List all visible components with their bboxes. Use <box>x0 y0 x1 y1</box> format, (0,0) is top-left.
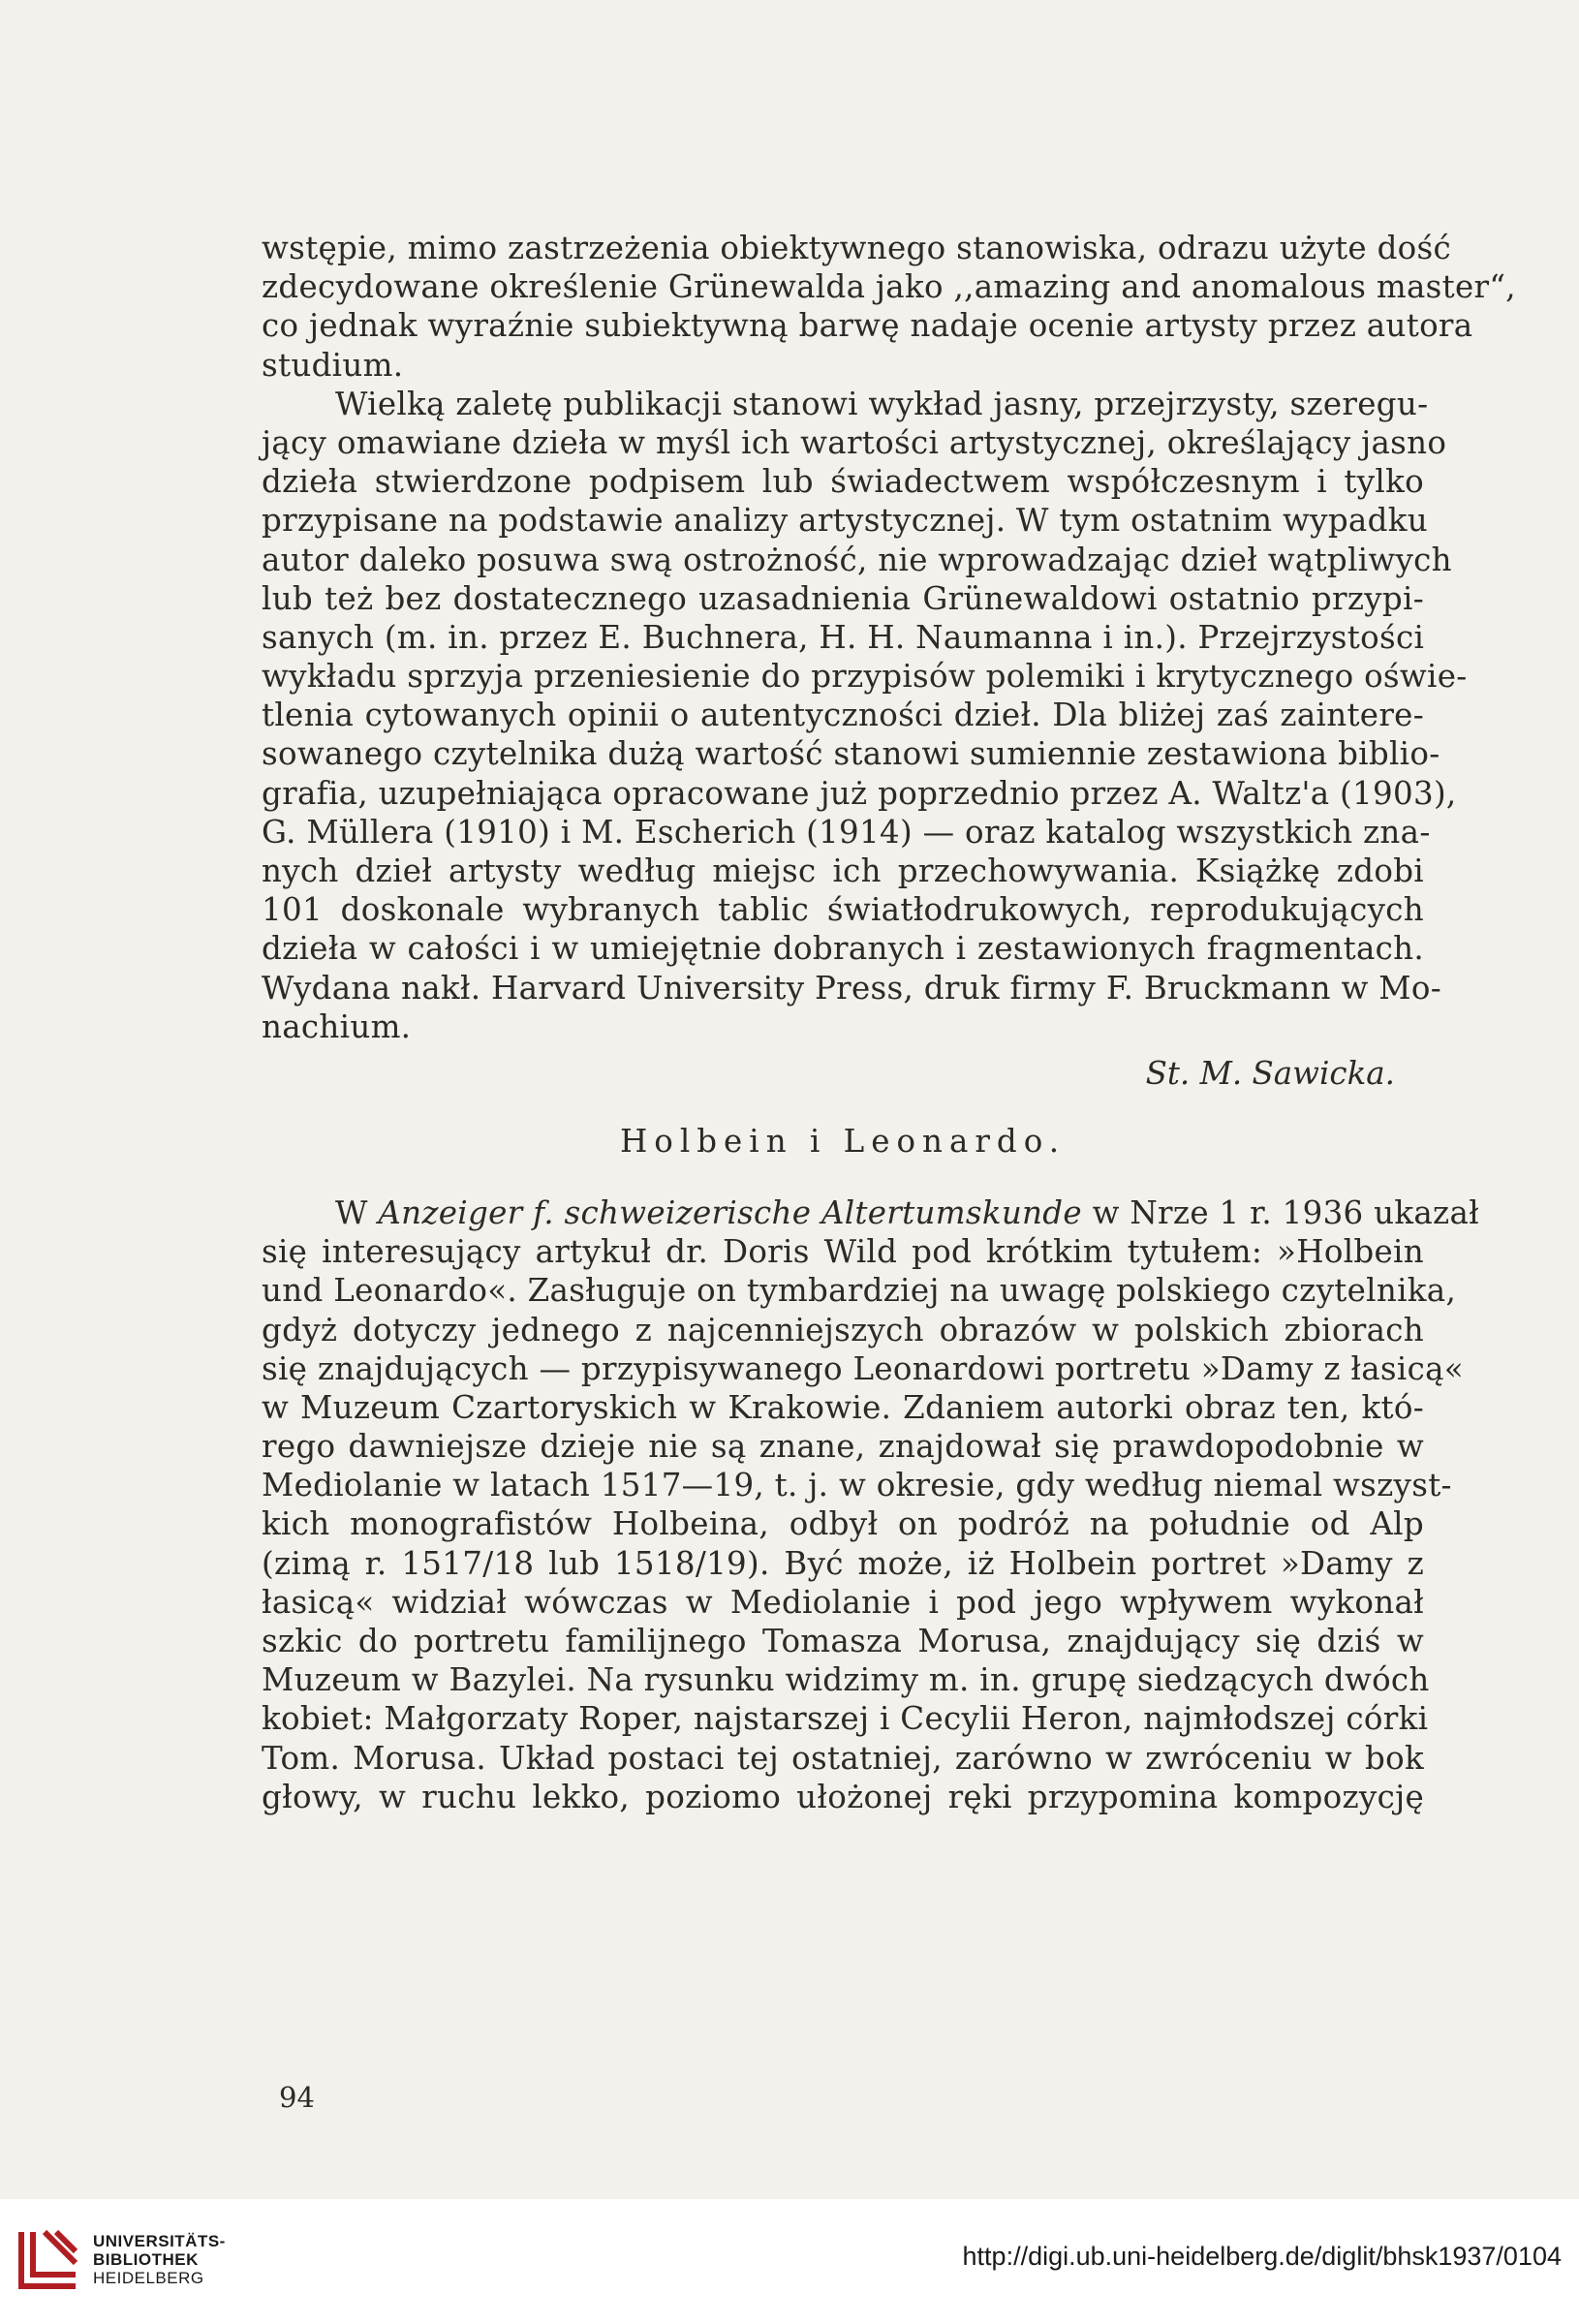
text-line: autor daleko posuwa swą ostrożność, nie wprowadzając dzieł wątpliwych <box>262 541 1452 578</box>
paragraph-review <box>262 385 1468 1046</box>
text-line: lub też bez dostatecznego uzasadnienia Grünewaldowi ostatnio przypi- <box>262 579 1424 617</box>
digitization-footer <box>0 2199 1579 2324</box>
text-line: jący omawiane dzieła w myśl ich wartości artystycznej, określający jasno <box>262 423 1447 461</box>
text-line: Wielką zaletę publikacji stanowi wykład jasny, przejrzysty, szeregu- <box>335 385 1429 422</box>
text-line: kich monografistów Holbeina, odbył on podróż na południe od Alp <box>262 1505 1424 1543</box>
text-line: studium. <box>262 346 404 384</box>
text-line: sanych (m. in. przez E. Buchnera, H. H. Naumanna i in.). Przejrzystości <box>262 618 1425 656</box>
text-line: dzieła stwierdzone podpisem lub świadectwem współczesnym i tylko <box>262 463 1424 501</box>
text-line: się interesujący artykuł dr. Doris Wild pod krótkim tytułem: »Holbein <box>262 1233 1424 1271</box>
author-signature: St. M. Sawicka. <box>1145 1054 1395 1092</box>
library-name-line: BIBLIOTHEK <box>93 2250 199 2269</box>
text-line: gdyż dotyczy jednego z najcenniejszych obrazów w polskich zbiorach <box>262 1311 1424 1348</box>
text-fragment: W <box>335 1193 379 1231</box>
section-title: Holbein i Leonardo. <box>619 1122 1067 1160</box>
text-line: 101 doskonale wybranych tablic światłodrukowych, reprodukujących <box>262 891 1424 929</box>
text-line: und Leonardo«. Zasługuje on tymbardziej na uwagę polskiego czytelnika, <box>262 1272 1457 1310</box>
text-line: kobiet: Małgorzaty Roper, najstarszej i Cecylii Heron, najmłodszej córki <box>262 1700 1429 1738</box>
text-line: szkic do portretu familijnego Tomasza Morusa, znajdujący się dziś w <box>262 1623 1424 1659</box>
permalink-url[interactable]: http://digi.ub.uni-heidelberg.de/diglit/bhsk1937/0104 <box>962 2242 1562 2271</box>
text-line: przypisane na podstawie analizy artystycznej. W tym ostatnim wypadku <box>262 502 1428 540</box>
text-line: łasicą« widział wówczas w Mediolanie i pod jego wpływem wykonał <box>262 1583 1424 1621</box>
text-line: G. Müllera (1910) i M. Escherich (1914) — oraz katalog wszystkich zna- <box>262 813 1431 851</box>
library-logo-icon <box>15 2226 83 2292</box>
library-name-line: UNIVERSITÄTS- <box>93 2232 226 2250</box>
text-line: nych dzieł artysty według miejsc ich przechowywania. Książkę zdobi <box>262 852 1424 889</box>
text-line: nachium. <box>262 1007 412 1045</box>
text-line: zdecydowane określenie Grünewalda jako ,,amazing and anomalous master“, <box>262 268 1516 306</box>
text-line: grafia, uzupełniająca opracowane już poprzednio przez A. Waltz'a (1903), <box>262 774 1457 812</box>
text-column <box>262 229 1516 1816</box>
paragraph-holbein <box>262 1193 1479 1816</box>
library-name-line: HEIDELBERG <box>93 2269 204 2287</box>
text-line: w Muzeum Czartoryskich w Krakowie. Zdaniem autorki obraz ten, któ- <box>262 1388 1424 1426</box>
text-line: co jednak wyraźnie subiektywną barwę nadaje ocenie artysty przez autora <box>262 307 1473 345</box>
page-number: 94 <box>279 2081 315 2114</box>
text-line: Muzeum w Bazylei. Na rysunku widzimy m. in. grupę siedzących dwóch <box>262 1661 1430 1699</box>
text-line-first <box>262 1193 1479 1232</box>
text-line: tlenia cytowanych opinii o autentyczności dzieł. Dla bliżej zaś zaintere- <box>262 697 1424 734</box>
text-line: wstępie, mimo zastrzeżenia obiektywnego stanowiska, odrazu użyte dość <box>262 230 1452 266</box>
journal-title: Anzeiger f. schweizerische Altertumskunde <box>378 1193 1082 1231</box>
text-line: Tom. Morusa. Układ postaci tej ostatniej, zarówno w zwróceniu w bok <box>262 1739 1424 1777</box>
text-line: głowy, w ruchu lekko, poziomo ułożonej ręki przypomina kompozycję <box>262 1778 1424 1815</box>
text-line: (zimą r. 1517/18 lub 1518/19). Być może, iż Holbein portret »Damy z <box>262 1544 1424 1582</box>
text-line: Wydana nakł. Harvard University Press, druk firmy F. Bruckmann w Mo- <box>262 969 1441 1007</box>
text-line: sowanego czytelnika dużą wartość stanowi sumiennie zestawiona biblio- <box>262 735 1440 773</box>
text-line: dzieła w całości i w umiejętnie dobranych i zestawionych fragmentach. <box>262 930 1424 968</box>
text-line: Mediolanie w latach 1517—19, t. j. w okresie, gdy według niemal wszyst- <box>262 1467 1452 1504</box>
text-line: rego dawniejsze dzieje nie są znane, znajdował się prawdopodobnie w <box>262 1428 1424 1466</box>
text-line: wykładu sprzyja przeniesienie do przypisów polemiki i krytycznego oświe- <box>262 658 1468 696</box>
paragraph-intro <box>262 229 1516 385</box>
library-name <box>93 2232 226 2287</box>
text-fragment: w Nrze 1 r. 1936 ukazał <box>1081 1193 1479 1231</box>
text-line: się znajdujących — przypisywanego Leonardowi portretu »Damy z łasicą« <box>262 1349 1464 1387</box>
